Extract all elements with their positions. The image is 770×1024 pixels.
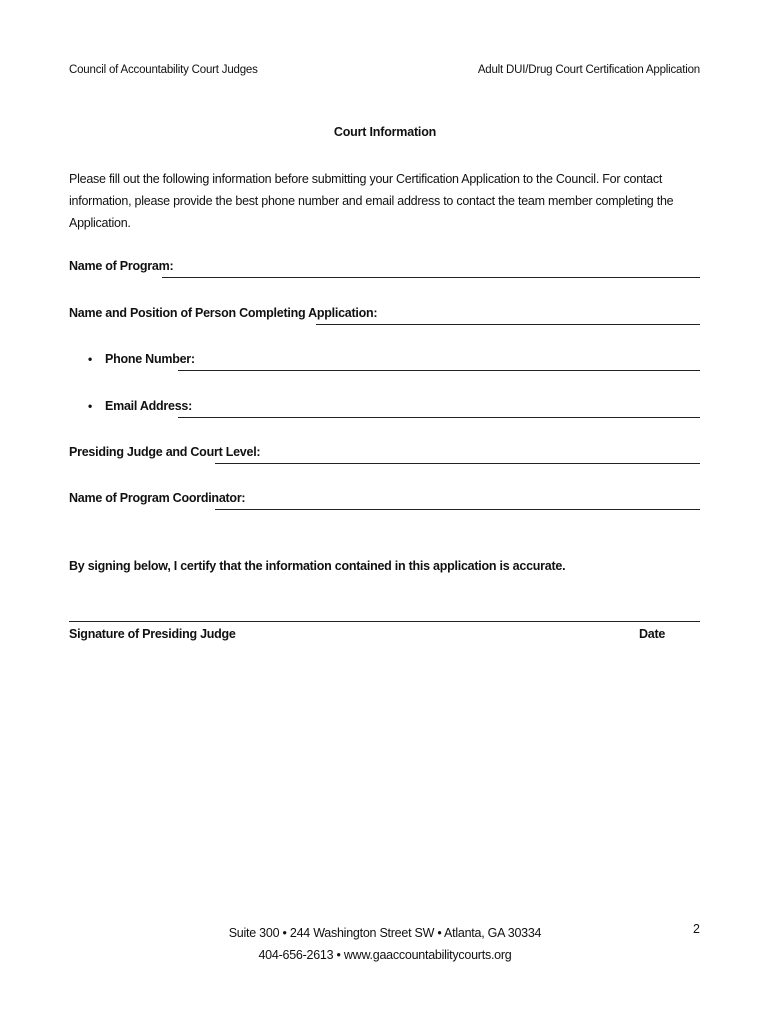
phone-field[interactable] (178, 370, 700, 371)
bullet-icon: • (88, 399, 93, 413)
footer-address-line: Suite 300 • 244 Washington Street SW • Atlanta, GA 30334 (228, 926, 542, 940)
presiding-judge-field[interactable] (215, 463, 700, 464)
email-label: Email Address: (105, 399, 193, 413)
footer-address (0, 922, 770, 966)
program-name-label: Name of Program: (69, 259, 174, 273)
header-organization: Council of Accountability Court Judges (69, 64, 258, 76)
intro-paragraph: Please fill out the following information before submitting your Certification Application to the Council. For contact information, please provide the best phone number and email address to contact the team member completing the Application. (69, 172, 674, 230)
signature-label: Signature of Presiding Judge (69, 627, 236, 641)
date-label: Date (639, 627, 666, 641)
person-completing-label: Name and Position of Person Completing Application: (69, 306, 378, 320)
person-completing-field[interactable] (316, 324, 700, 325)
signature-field[interactable] (69, 621, 700, 622)
certification-statement: By signing below, I certify that the information contained in this application is accurate. (69, 559, 566, 573)
coordinator-label: Name of Program Coordinator: (69, 491, 246, 505)
program-name-field[interactable] (162, 277, 700, 278)
presiding-judge-label: Presiding Judge and Court Level: (69, 445, 261, 459)
footer-contact-line: 404-656-2613 • www.gaaccountabilitycourts.org (258, 948, 512, 962)
header-document-title: Adult DUI/Drug Court Certification Application (477, 64, 700, 76)
section-title: Court Information (333, 125, 437, 139)
email-field[interactable] (178, 417, 700, 418)
page-number: 2 (693, 922, 700, 936)
coordinator-field[interactable] (215, 509, 700, 510)
bullet-icon: • (88, 352, 93, 366)
phone-label: Phone Number: (105, 352, 195, 366)
